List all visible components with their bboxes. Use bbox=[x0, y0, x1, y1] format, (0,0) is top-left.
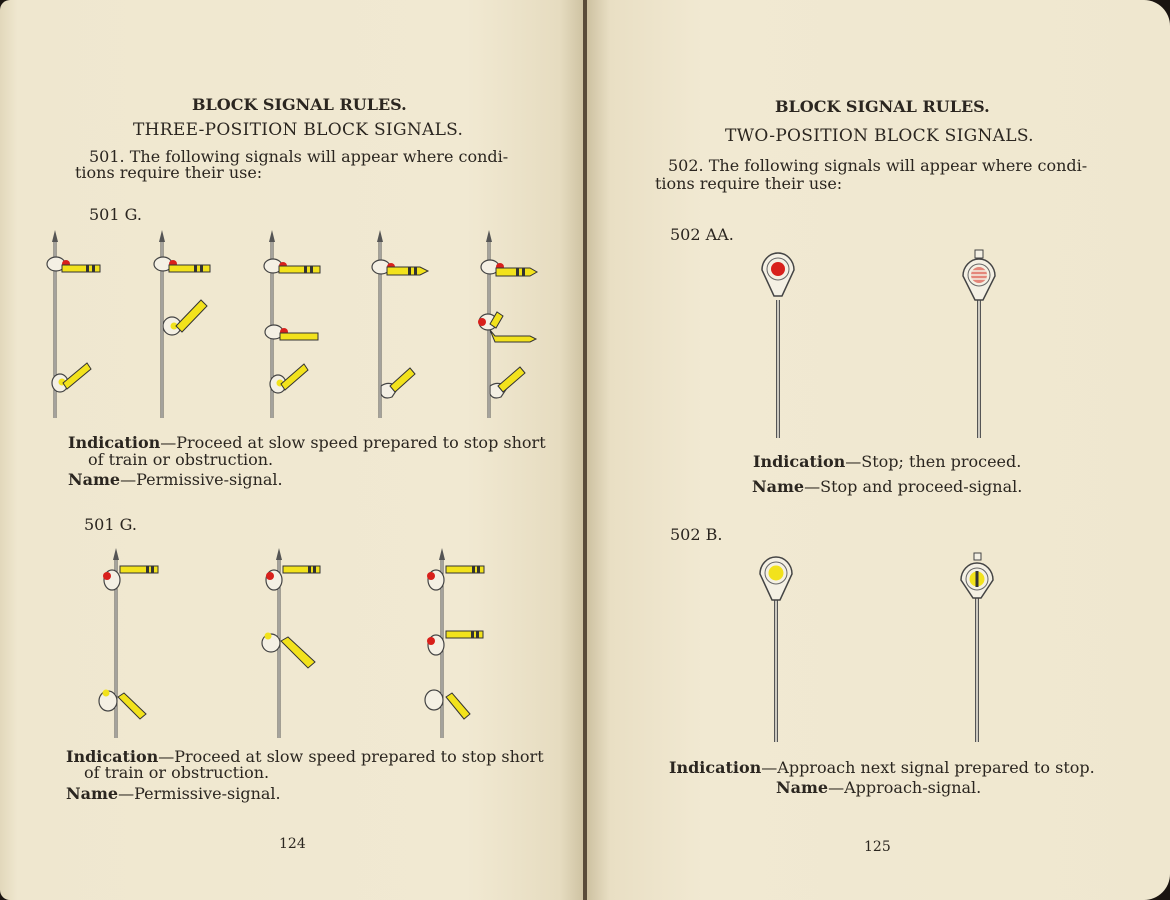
signal-501g-row2-2 bbox=[262, 548, 320, 738]
name-label: Name bbox=[776, 778, 829, 797]
signal-501g-row1-4 bbox=[372, 230, 428, 418]
right-page bbox=[587, 0, 1170, 900]
indication-text: —Proceed at slow speed prepared to stop short bbox=[160, 433, 546, 452]
right-section2-indication bbox=[669, 759, 1095, 777]
name-text: —Permissive-signal. bbox=[120, 470, 283, 489]
name-text: —Permissive-signal. bbox=[118, 784, 281, 803]
right-section1-indication bbox=[753, 453, 1021, 471]
signal-502aa-stop-banded bbox=[963, 250, 995, 438]
signal-501g-row1-5 bbox=[478, 230, 537, 418]
name-text: —Stop and proceed-signal. bbox=[804, 477, 1023, 496]
right-section2-label: 502 B. bbox=[670, 525, 723, 544]
left-intro-line1: 501. The following signals will appear where condi- bbox=[89, 147, 509, 166]
signal-501g-row1-1 bbox=[47, 230, 100, 418]
indication-label: Indication bbox=[669, 758, 762, 777]
left-page-subheader: THREE-POSITION BLOCK SIGNALS. bbox=[133, 120, 464, 140]
right-page-header: BLOCK SIGNAL RULES. bbox=[775, 97, 990, 116]
name-label: Name bbox=[752, 477, 805, 496]
indication-text: —Stop; then proceed. bbox=[845, 452, 1022, 471]
signal-501g-row1-3 bbox=[264, 230, 320, 418]
left-section2-label: 501 G. bbox=[84, 515, 137, 534]
name-label: Name bbox=[68, 470, 121, 489]
signal-502b-approach bbox=[760, 557, 792, 742]
left-section1-name bbox=[68, 471, 283, 489]
left-section2-name bbox=[66, 785, 281, 803]
page-number-left: 124 bbox=[279, 836, 306, 852]
left-intro-line2: tions require their use: bbox=[75, 163, 263, 182]
name-label: Name bbox=[66, 784, 119, 803]
left-page-header: BLOCK SIGNAL RULES. bbox=[192, 95, 407, 114]
right-section1-name bbox=[752, 478, 1022, 496]
left-section2-indication-line2: of train or obstruction. bbox=[84, 763, 270, 782]
right-section2-name bbox=[776, 779, 981, 797]
signal-501g-row2-3 bbox=[425, 548, 484, 738]
left-section1-label: 501 G. bbox=[89, 205, 142, 224]
indication-text: —Proceed at slow speed prepared to stop short bbox=[158, 747, 544, 766]
right-intro-line1: 502. The following signals will appear where condi- bbox=[668, 156, 1088, 175]
right-section1-label: 502 AA. bbox=[670, 225, 734, 244]
left-section1-indication-line2: of train or obstruction. bbox=[88, 450, 274, 469]
left-page bbox=[0, 0, 583, 900]
signal-502aa-stop bbox=[762, 253, 794, 438]
name-text: —Approach-signal. bbox=[828, 778, 982, 797]
indication-label: Indication bbox=[753, 452, 846, 471]
indication-text: —Approach next signal prepared to stop. bbox=[761, 758, 1095, 777]
right-page-subheader: TWO-POSITION BLOCK SIGNALS. bbox=[725, 126, 1034, 146]
signal-501g-row2-1 bbox=[99, 548, 158, 738]
signal-502b-approach-banded bbox=[961, 553, 993, 742]
indication-label: Indication bbox=[68, 433, 161, 452]
page-number-right: 125 bbox=[864, 839, 891, 855]
signal-501g-row1-2 bbox=[154, 230, 210, 418]
right-intro-line2: tions require their use: bbox=[655, 174, 843, 193]
indication-label: Indication bbox=[66, 747, 159, 766]
